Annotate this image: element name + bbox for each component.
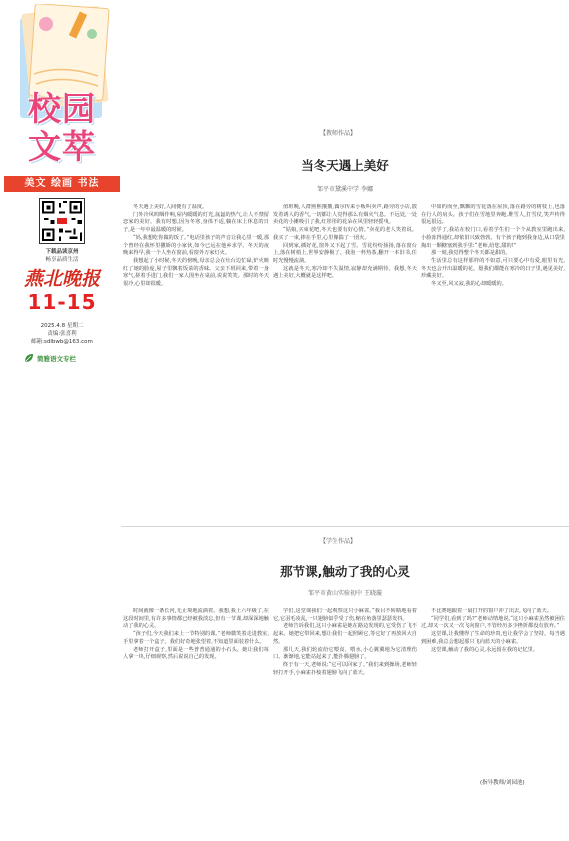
qr-caption-line2: 畅享品质生活 — [45, 257, 79, 263]
paragraph: 这就是冬天,寒冷却不失温情,寂静却充满期待。我想,冬天遇上美好,大概就是这样吧。 — [273, 265, 417, 280]
paragraph: “妈,我想吃你做的饭了。”电话里孩子的声音让我心里一暖,那个曾经在我怀里撒娇的小家伙,如今已远在他乡求学。冬天的夜晚来得早,我一个人坐在窗前,看窗外万家灯火。 — [123, 234, 269, 257]
paragraph: 学们,这堂课我们一起观察这只小麻雀。”我目不转睛地看着它,它羽毛凌乱,一只翅膀似乎受了伤,缩在角落里瑟瑟发抖。 — [273, 608, 417, 622]
paragraph: 这堂课,触动了我的心灵,永远留在我的记忆里。 — [431, 646, 539, 653]
paragraph: 门外冷风呜咽作响,屋内暖暖的灯光,氤氲的热气,让人不禁留恋家的美好。我有时想,因为冬寒,身体不适,躺在床上休息的日子,是一年中最温暖的时候。 — [123, 211, 269, 234]
issue-date-line: 2025.4.8 星期二 — [40, 323, 84, 329]
paragraph: 中如约而至,飘飘的雪花落在屋顶,落在路旁的树枝上,也落在行人的肩头。孩子们在雪地里奔跑,堆雪人,打雪仗,笑声传得很远很远。 — [421, 204, 565, 226]
column-title-line2: 文萃 — [28, 127, 96, 166]
column-title-line1: 校园 — [28, 89, 96, 128]
advisor-credit: (指导教师/刘园池) — [480, 780, 525, 786]
footer-brand-label: 简雅语文专栏 — [37, 354, 76, 363]
section-divider — [121, 526, 569, 527]
editor-line: 责编:张喜利 — [47, 331, 77, 337]
article2-column-1 — [123, 608, 269, 832]
column-title — [4, 90, 120, 166]
paragraph: 老师打开盒子,里面是一些普普通通的小石头。她让我们每人拿一块,仔细观察,然后说说自己的发现。 — [123, 646, 269, 661]
paragraph: 终于有一天,老师说:“它可以回家了。”我们来到操场,老师轻轻打开手,小麻雀扑棱着翅膀飞向了蓝天。 — [273, 661, 417, 676]
article1-title: 当冬天遇上美好 — [301, 158, 389, 173]
newspaper-logo: 燕北晚报 — [23, 268, 100, 290]
paragraph: “孩子们,今天我们来上一节特别的课。”老师微笑着走进教室,手里拿着一个盒子。我们好奇地张望着,不知道里面装着什么。 — [123, 631, 269, 645]
paragraph: “姑娘,买束花吧,冬天也要有好心情。”卖花的老人笑着说。我买了一束,捧在手里,心里像揣了一团火。 — [273, 227, 417, 241]
article2-title: 那节课,触动了我的心灵 — [280, 564, 410, 579]
paragraph: 那一刻,我觉得整个冬天都是甜的。 — [431, 250, 511, 257]
paragraph: “同学们,看到了吗?”老师动情地说,“这只小麻雀虽然被困住过,却又一次又一次飞向窗户,不管经历多少挫折都没有放弃。” — [421, 615, 565, 630]
article1-column-2 — [273, 204, 417, 514]
qr-caption — [4, 248, 120, 264]
article1-byline: 邹平市黛溪中学 李娜 — [317, 186, 373, 193]
article2-column-2 — [273, 608, 417, 832]
issue-date: 11-15 — [27, 290, 97, 314]
qr-caption-line1: 下载品读京州 — [45, 249, 79, 255]
paragraph: 冬又至,风又寂,我的心却暖暖的。 — [431, 281, 507, 288]
qr-code-icon — [39, 198, 85, 244]
paragraph: 时间就像一条长河,无止境地流淌着。我想,我上六年级了,在这段时间里,有许多事情都已经被我淡忘,但有一节课,却深深地触动了我的心灵。 — [123, 608, 269, 630]
article1-column-1 — [123, 204, 269, 514]
paragraph: 这堂课,让我懂得了生命的珍贵,也让我学会了坚持。每当遇到困难,我总会想起那只飞向蓝天的小麻雀。 — [421, 631, 565, 645]
article1-tag: 【教师作品】 — [320, 130, 357, 137]
issue-meta — [4, 322, 120, 346]
paragraph: 生活里总有这样那样的不如意,可只要心中有爱,眼里有光,冬天也会开出温暖的花。愿我们都能在寒冷的日子里,遇见美好,珍藏美好。 — [421, 257, 565, 280]
paragraph: 老师告诉我们,这只小麻雀是她在路边发现的,它受伤了飞不起来。她把它带回来,想让我们一起照顾它,等它好了再放回大自然。 — [273, 623, 417, 645]
column-subtitle: 美文 绘画 书法 — [4, 176, 120, 192]
paragraph: 那几天,我们轮流给它喂食、喂水,小心翼翼地为它清理伤口。渐渐地,它能站起来了,能扑腾翅膀了。 — [273, 646, 417, 661]
article2-byline: 邹平市黄山实验初中 王晓璇 — [308, 590, 382, 597]
paragraph: 放学了,我站在校门口,看着学生们一个个从教室里跑出来,小脸冻得通红,却依旧兴致勃勃。有个孩子跑到我身边,从口袋里掏出一颗糖塞到我手里:“老师,给您,甜的!” — [421, 227, 565, 249]
paragraph: 值班晚,人群熙熙攘攘,偶尔传来小贩叫卖声,路旁的小店,散发着诱人的香气,一切都让人觉得那么有烟火气息。不远处,一处卖花的小摊吸引了我,红彤彤的花朵在风里轻轻摇曳。 — [273, 204, 417, 226]
article2-column-3 — [421, 608, 565, 778]
paragraph: 我想起了小时候,冬天的傍晚,母亲总会在灶台边忙碌,炉火映红了她的脸庞,屋子里飘着饭菜的香味。父亲下班回来,带着一身寒气,搓着手进门,我们一家人围坐在桌前,说说笑笑。那时的冬天很冷,心里却很暖。 — [123, 257, 269, 288]
paragraph: 回到家,插好花,窗外又下起了雪。雪花纷纷扬扬,落在窗台上,落在树梢上,世界安静极了。我泡一杯热茶,翻开一本旧书,任时光慢慢流淌。 — [273, 242, 417, 264]
paragraph: 不比赛地跟着一扇打开的窗户冲了出去,飞向了蓝天。 — [431, 608, 552, 614]
article1-column-3 — [421, 204, 565, 514]
email-line: 邮箱:sdlbwb@163.com — [31, 339, 93, 345]
sidebar — [0, 0, 121, 841]
footer-brand — [24, 352, 114, 364]
article2-tag: 【学生作品】 — [320, 538, 357, 545]
paragraph: 冬天遇上美好,人间便有了温度。 — [133, 204, 208, 210]
leaf-icon — [24, 353, 34, 363]
